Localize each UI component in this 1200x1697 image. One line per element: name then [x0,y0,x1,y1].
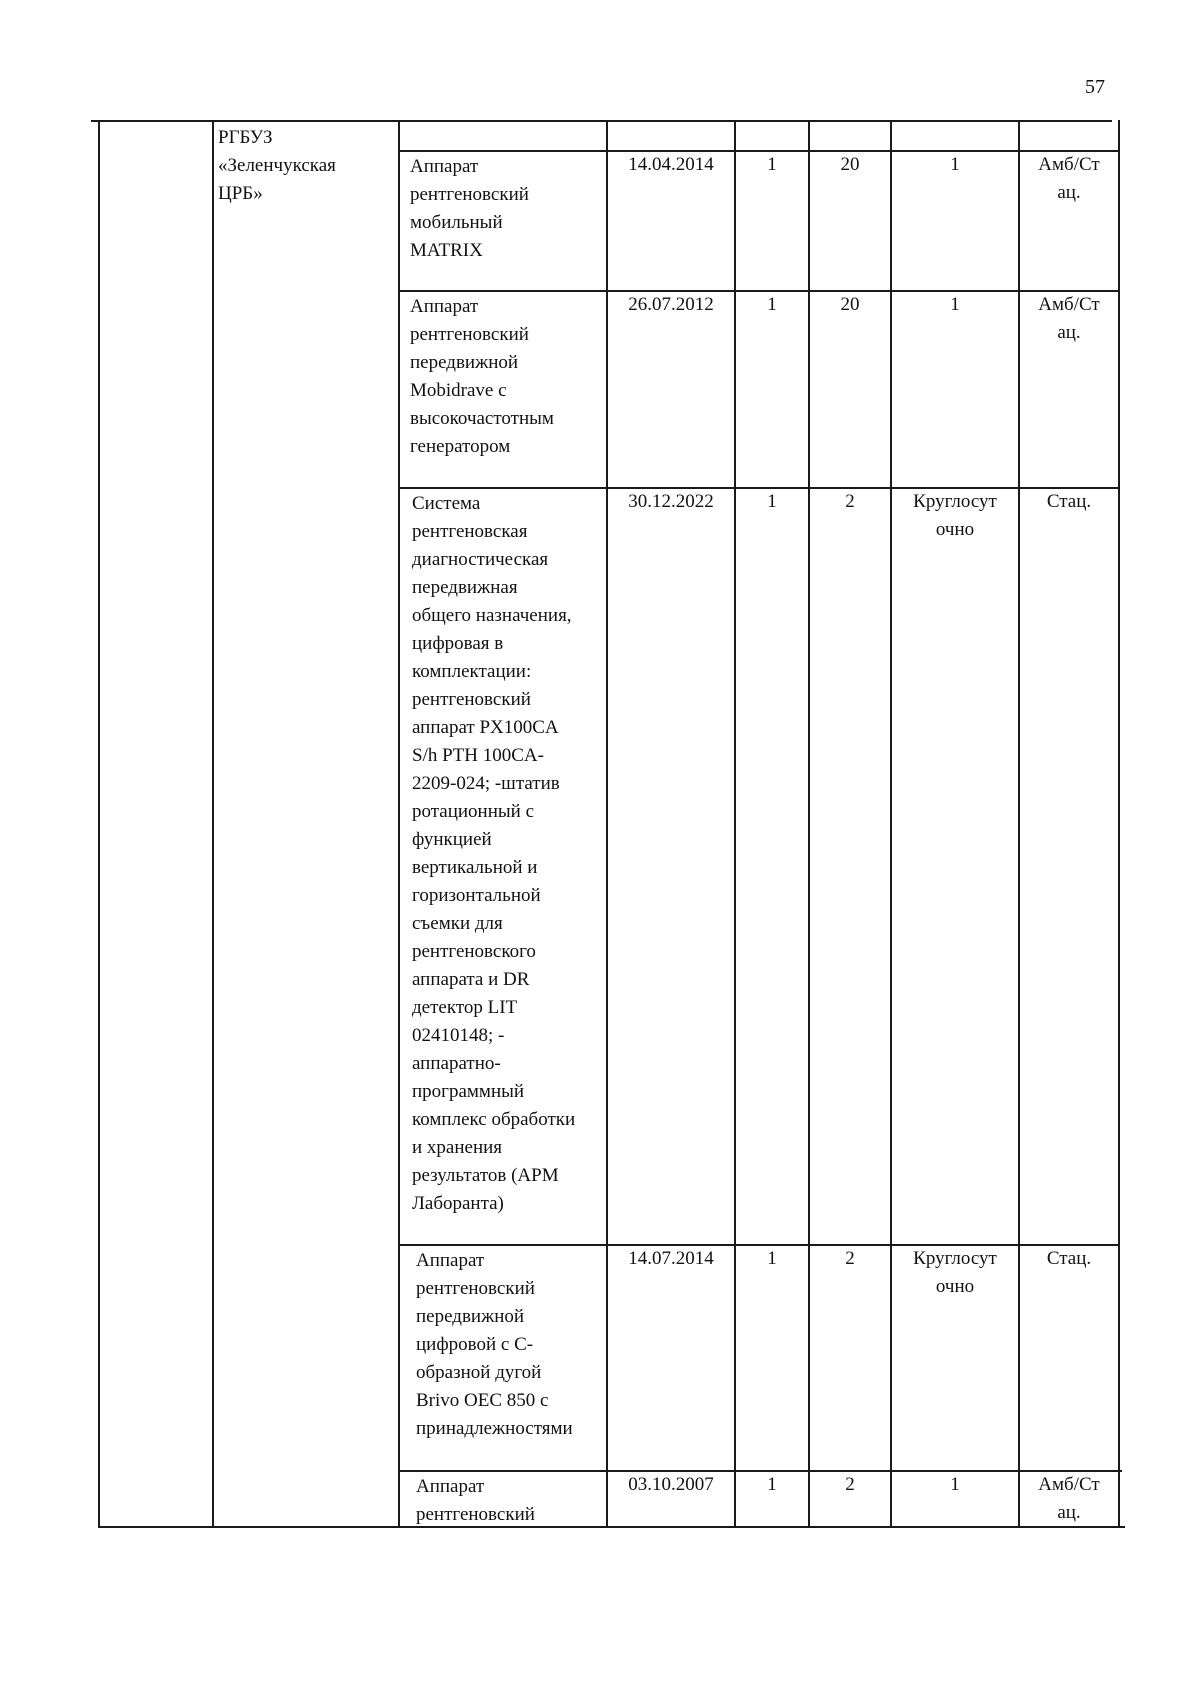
acquisition-date: 03.10.2007 [628,1474,714,1495]
column-divider-mode-left [890,120,892,1527]
column-divider-val-left [808,120,810,1527]
quantity: 1 [767,154,777,175]
value-column: 2 [845,491,855,512]
equipment-name: Аппарат рентгеновский мобильный MATRIX [410,156,529,261]
quantity: 1 [767,1248,777,1269]
value-column: 2 [845,1248,855,1269]
equipment-name: Аппарат рентгеновский передвижной Mobidrave с высокочастотным генератором [410,296,554,457]
service-type: Амб/Ст ац. [1038,154,1100,203]
service-type: Амб/Ст ац. [1038,1474,1100,1523]
column-divider-qty-left [734,120,736,1527]
table-border-right [1118,120,1120,1527]
table-border-left [98,120,100,1527]
page-number: 57 [1085,76,1105,98]
operation-mode: Круглосут очно [913,491,997,540]
acquisition-date: 30.12.2022 [628,491,714,512]
equipment-name: Аппарат рентгеновский передвижной цифровой с С- образной дугой Brivo OEC 850 с принадлежностями [416,1250,573,1439]
organization-name: РГБУЗ «Зеленчукская ЦРБ» [218,127,336,204]
column-divider-org-left [212,120,214,1527]
value-column: 20 [840,154,860,175]
value-column: 20 [840,294,860,315]
equipment-name: Система рентгеновская диагностическая передвижная общего назначения, цифровая в комплектации: рентгеновский аппарат PX100CA S/h PTH 100CA- 2209-024; -штатив ротационный с функцией вертикальной и горизонтальной съемки для рентгеновского аппарата и DR детектор LIT 02410148; - аппаратно- программный комплекс обработки и хранения результатов (АРМ Лаборанта) [412,493,576,1214]
quantity: 1 [767,1474,777,1495]
operation-mode: Круглосут очно [913,1248,997,1297]
equipment-name: Аппарат рентгеновский [416,1476,535,1525]
acquisition-date: 26.07.2012 [628,294,714,315]
operation-mode: 1 [950,294,960,315]
service-type: Амб/Ст ац. [1038,294,1100,343]
value-column: 2 [845,1474,855,1495]
acquisition-date: 14.04.2014 [628,154,714,175]
column-divider-date-left [606,120,608,1527]
quantity: 1 [767,491,777,512]
operation-mode: 1 [950,1474,960,1495]
acquisition-date: 14.07.2014 [628,1248,714,1269]
service-type: Стац. [1046,491,1092,512]
table-border-top [91,120,1112,122]
operation-mode: 1 [950,154,960,175]
service-type: Стац. [1046,1248,1092,1269]
column-divider-name-left [398,120,400,1527]
table-border-bottom [98,1526,1125,1528]
quantity: 1 [767,294,777,315]
